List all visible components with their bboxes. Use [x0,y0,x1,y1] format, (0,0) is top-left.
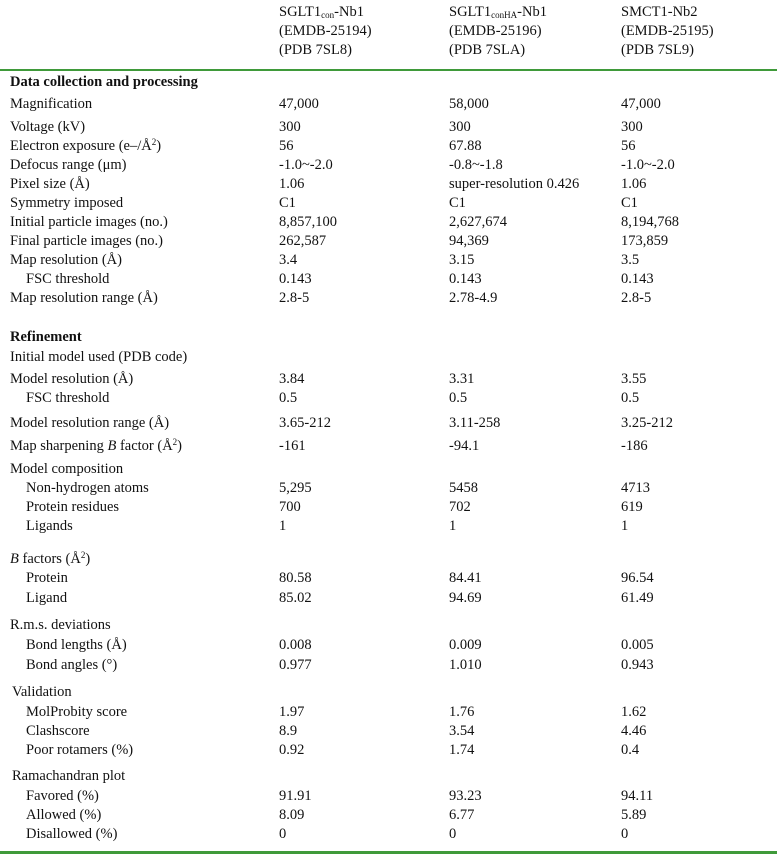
table-row-validation: Validation [12,684,72,700]
table-row-symmetry: Symmetry imposed C1 C1 C1 [10,195,638,211]
table-row-ramachandran: Ramachandran plot [12,768,126,784]
table-row-model-resolution: Model resolution (Å) 3.84 3.31 3.55 [10,371,647,387]
table-row-initial-model: Initial model used (PDB code) [10,349,188,365]
table-row-magnification: Magnification 47,000 58,000 47,000 [10,96,661,112]
table-row-clashscore: Clashscore 8.9 3.54 4.46 [26,723,647,739]
table-row-model-fsc-threshold: FSC threshold 0.5 0.5 0.5 [26,390,640,406]
table-row-bond-angles: Bond angles (°) 0.977 1.010 0.943 [26,657,654,673]
table-row-disallowed: Disallowed (%) 0 0 0 [26,826,629,842]
table-row-bond-lengths: Bond lengths (Å) 0.008 0.009 0.005 [26,637,654,653]
column-header-smct1: SMCT1-Nb2 (EMDB-25195) (PDB 7SL9) [621,4,714,58]
table-row-pixel-size: Pixel size (Å) 1.06 super-resolution 0.426 1.06 [10,176,647,192]
table-row-map-sharpening: Map sharpening B factor $(Å^2)$ -161 -94.1 -186 [10,437,648,454]
table-row-poor-rotamers: Poor rotamers (%) 0.92 1.74 0.4 [26,742,640,758]
table-row-rms-deviations: R.m.s. deviations [10,617,111,633]
section-heading-refinement: Refinement [10,329,82,345]
table-row-favored: Favored (%) 91.91 93.23 94.11 [26,788,654,804]
table-row-b-protein: Protein 80.58 84.41 96.54 [26,570,654,586]
table-row-allowed: Allowed (%) 8.09 6.77 5.89 [26,807,647,823]
table-row-model-resolution-range: Model resolution range (Å) 3.65-212 3.11-258 3.25-212 [10,415,673,431]
table-row-b-factors: B factors $(Å^2)$ [10,550,91,567]
table-row-defocus-range: Defocus range (μm) -1.0~-2.0 -0.8~-1.8 -1.0~-2.0 [10,157,675,173]
table-row-electron-exposure: Electron exposure $(e-/Å^2)$ 56 67.88 56 [10,137,636,154]
column-header-sglt1-conha: $SGLT1_{conHA}-Nb1$ (EMDB-25196) (PDB 7SLA) [449,4,547,58]
table-row-map-resolution-range: Map resolution range (Å) 2.8-5 2.78-4.9 2.8-5 [10,290,652,306]
table-row-final-particles: Final particle images (no.) 262,587 94,369 173,859 [10,233,669,249]
table-row-map-fsc-threshold: FSC threshold 0.143 0.143 0.143 [26,271,654,287]
bottom-rule [0,851,777,854]
table-row-molprobity: MolProbity score 1.97 1.76 1.62 [26,704,647,720]
table-row-initial-particles: Initial particle images (no.) 8,857,100 2,627,674 8,194,768 [10,214,679,230]
table-row-b-ligand: Ligand 85.02 94.69 61.49 [26,590,654,606]
column-header-sglt1-con: $SGLT1_{con}-Nb1$ (EMDB-25194) (PDB 7SL8) [279,4,372,58]
table-row-map-resolution: Map resolution (Å) 3.4 3.15 3.5 [10,252,640,268]
table-row-model-composition: Model composition [10,461,124,477]
table-row-voltage: Voltage (kV) 300 300 300 [10,119,643,135]
header-divider [0,69,777,71]
table-row-ligands: Ligands 1 1 1 [26,518,629,534]
table-row-protein-residues: Protein residues 700 702 619 [26,499,643,515]
section-heading-data-collection: Data collection and processing [10,74,198,90]
table-row-non-hydrogen-atoms: Non-hydrogen atoms 5,295 5458 4713 [26,480,650,496]
